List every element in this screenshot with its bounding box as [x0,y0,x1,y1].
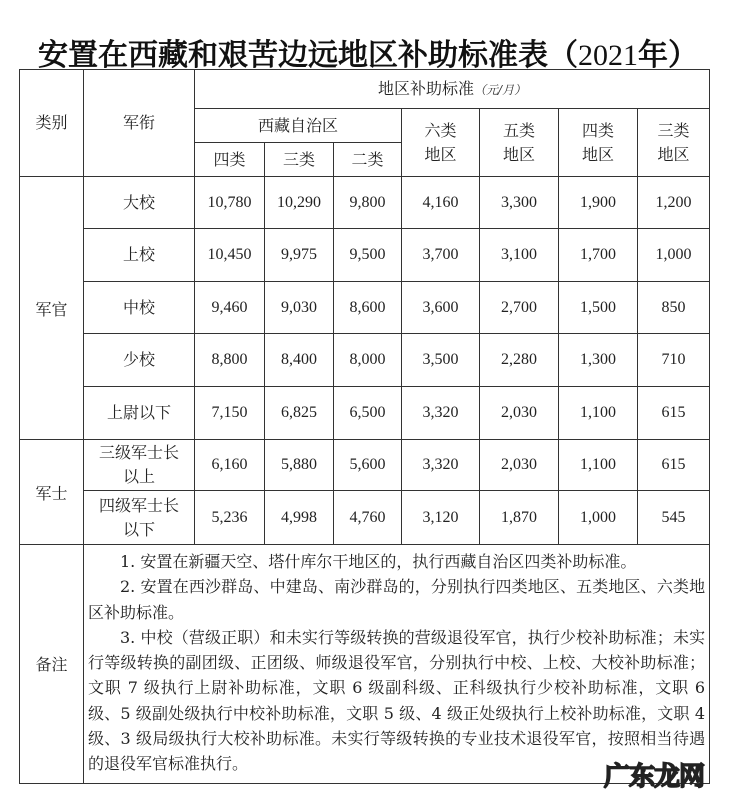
rank-cell: 中校 [84,282,195,334]
header-region-6-l2: 地区 [424,144,457,164]
value-cell: 1,200 [638,177,710,229]
value-cell: 2,280 [480,334,559,387]
value-cell: 10,780 [195,177,265,229]
title-suffix: 年） [638,38,698,73]
value-cell: 8,600 [334,282,402,334]
header-region-4-l1: 四类 [581,120,614,140]
notes-row [20,545,710,784]
table-row [20,440,710,491]
value-cell: 6,500 [334,387,402,440]
page-title [0,30,736,74]
header-tibet-2: 二类 [334,143,402,177]
value-cell: 4,160 [402,177,480,229]
value-cell: 8,400 [265,334,334,387]
header-region-3-l2: 地区 [657,144,690,164]
header-category: 类别 [20,70,84,177]
header-tibet: 西藏自治区 [195,109,402,143]
rank-cell: 大校 [84,177,195,229]
value-cell: 2,030 [480,440,559,491]
note-item: 1. 安置在新疆天空、塔什库尔干地区的，执行西藏自治区四类补助标准。 [120,552,637,571]
value-cell: 10,450 [195,229,265,282]
table-row [20,387,710,440]
header-region-4-l2: 地区 [581,144,614,164]
header-region-4 [559,109,638,177]
category-nco: 军士 [20,440,84,545]
value-cell: 10,290 [265,177,334,229]
value-cell: 1,900 [559,177,638,229]
value-cell: 1,000 [559,491,638,545]
category-officer: 军官 [20,177,84,440]
table-row [20,334,710,387]
value-cell: 9,800 [334,177,402,229]
rank-line2: 以下 [122,519,155,539]
rank-line1: 三级军士长 [98,443,179,462]
value-cell: 3,320 [402,440,480,491]
value-cell: 5,880 [265,440,334,491]
value-cell: 1,000 [638,229,710,282]
value-cell: 1,870 [480,491,559,545]
value-cell: 3,120 [402,491,480,545]
note-item: 2. 安置在西沙群岛、中建岛、南沙群岛的，分别执行四类地区、五类地区、六类地区补助标准。 [88,577,706,622]
watermark: 广东龙网 [604,762,705,792]
value-cell: 6,160 [195,440,265,491]
title-text: 安置在西藏和艰苦边远地区补助标准表（ [38,38,578,73]
value-cell: 8,800 [195,334,265,387]
rank-cell [84,491,195,545]
value-cell: 1,300 [559,334,638,387]
header-region-5-l2: 地区 [502,144,535,164]
table-row [20,282,710,334]
value-cell: 9,975 [265,229,334,282]
header-region-6-l1: 六类 [424,120,457,140]
value-cell: 8,000 [334,334,402,387]
table-row [20,177,710,229]
header-region-6 [402,109,480,177]
value-cell: 3,700 [402,229,480,282]
rank-line1: 四级军士长 [98,495,179,515]
header-unit: （元/月） [474,82,527,97]
header-region-5-l1: 五类 [502,120,535,140]
value-cell: 4,760 [334,491,402,545]
value-cell: 7,150 [195,387,265,440]
rank-line2: 以上 [122,467,155,486]
notes-label: 备注 [20,545,84,784]
value-cell: 1,700 [559,229,638,282]
value-cell: 3,600 [402,282,480,334]
value-cell: 3,500 [402,334,480,387]
value-cell: 9,460 [195,282,265,334]
value-cell: 3,100 [480,229,559,282]
header-rank: 军衔 [84,70,195,177]
header-standard-label: 地区补助标准 [378,78,475,98]
value-cell: 6,825 [265,387,334,440]
value-cell: 1,100 [559,387,638,440]
rank-cell: 上尉以下 [84,387,195,440]
note-item: 3. 中校（营级正职）和未实行等级转换的营级退役军官，执行少校补助标准；未实行等级转换的副团级、正团级、师级退役军官，分别执行中校、上校、大校补助标准；文职 7 级执行上尉补助标准，文职 6 级副科级、正科级执行少校补助标准，文职 6 级、5 级副处级执行中校补助标准，文职 5 级、4 级正处级执行上校补助标准，文职 4 级、3 级局级执行大校补助标准。未实行等级转换的专业技术退役军官，按照相当待遇的退役军官标准执行。 [88,627,706,774]
header-tibet-4: 四类 [195,143,265,177]
value-cell: 615 [638,387,710,440]
value-cell: 1,500 [559,282,638,334]
value-cell: 850 [638,282,710,334]
value-cell: 2,030 [480,387,559,440]
value-cell: 2,700 [480,282,559,334]
rank-cell: 上校 [84,229,195,282]
rank-cell: 少校 [84,334,195,387]
value-cell: 9,500 [334,229,402,282]
header-region-5 [480,109,559,177]
value-cell: 3,320 [402,387,480,440]
header-region-3 [638,109,710,177]
rank-cell [84,440,195,491]
header-tibet-3: 三类 [265,143,334,177]
value-cell: 5,600 [334,440,402,491]
header-standard [195,70,710,109]
value-cell: 545 [638,491,710,545]
table-row [20,229,710,282]
header-region-3-l1: 三类 [657,120,690,140]
value-cell: 5,236 [195,491,265,545]
notes-content [84,545,710,784]
subsidy-table [19,69,710,784]
value-cell: 4,998 [265,491,334,545]
value-cell: 615 [638,440,710,491]
value-cell: 9,030 [265,282,334,334]
value-cell: 3,300 [480,177,559,229]
value-cell: 1,100 [559,440,638,491]
table-row [20,491,710,545]
value-cell: 710 [638,334,710,387]
title-year: 2021 [578,39,638,72]
